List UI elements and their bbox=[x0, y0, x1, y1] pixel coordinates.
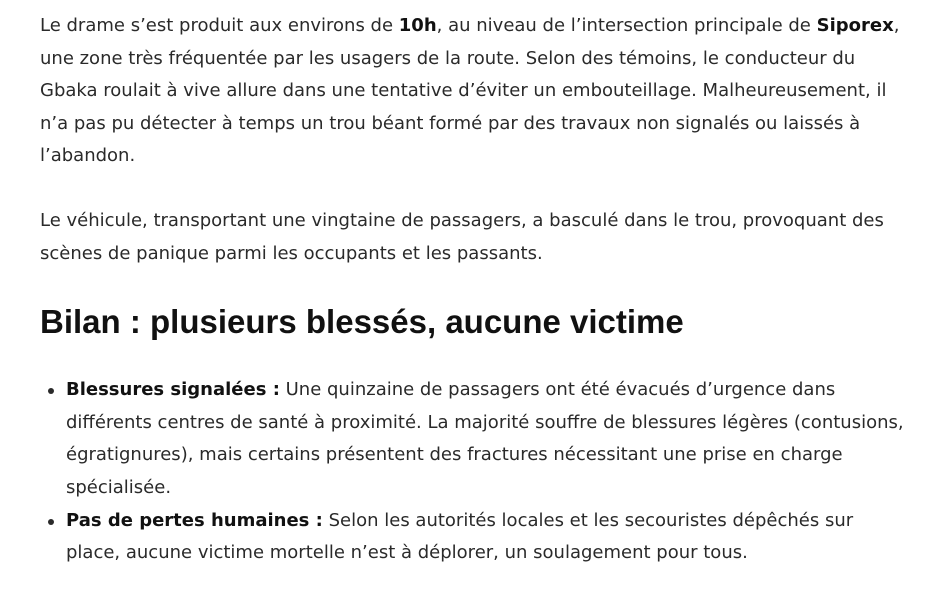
paragraph-text: Le véhicule, transportant une vingtaine de passagers, a basculé dans le trou, provoquant des scènes de panique parmi les occupants et les passants. bbox=[40, 209, 884, 264]
paragraph-text: Le drame s’est produit aux environs de bbox=[40, 15, 399, 36]
list-item bbox=[66, 505, 910, 570]
list-item-text: Selon les autorités locales et les secouristes dépêchés sur place, aucune victime mortelle n’est à déplorer, un soulagement pour tous. bbox=[66, 509, 854, 564]
paragraph-text: , une zone très fréquentée par les usagers de la route. Selon des témoins, le conducteur du Gbaka roulait à vive allure dans une tentative d’éviter un embouteillage. Malheureusement, il n’a pas pu détecter à temps un trou béant formé par des travaux non signalés ou laissés à l’abandon. bbox=[40, 15, 900, 167]
summary-list bbox=[40, 374, 910, 570]
paragraph-vehicle bbox=[40, 205, 910, 270]
paragraph-text: , au niveau de l’intersection principale de bbox=[436, 15, 817, 36]
paragraph-incident bbox=[40, 10, 910, 173]
time-highlight: 10h bbox=[398, 15, 437, 36]
list-item bbox=[66, 374, 910, 504]
bullet-icon bbox=[48, 388, 54, 394]
section-heading: Bilan : plusieurs blessés, aucune victime bbox=[40, 303, 684, 341]
list-item-label: Pas de pertes humaines : bbox=[66, 509, 323, 531]
article-body bbox=[40, 10, 910, 570]
list-item-label: Blessures signalées : bbox=[66, 379, 280, 401]
location-highlight: Siporex bbox=[816, 15, 894, 36]
list-item-text: Une quinzaine de passagers ont été évacués d’urgence dans différents centres de santé à proximité. La majorité souffre de blessures légères (contusions, égratignures), mais certains présentent des fractures nécessitant une prise en charge spécialisée. bbox=[66, 379, 904, 498]
bullet-icon bbox=[48, 519, 54, 525]
